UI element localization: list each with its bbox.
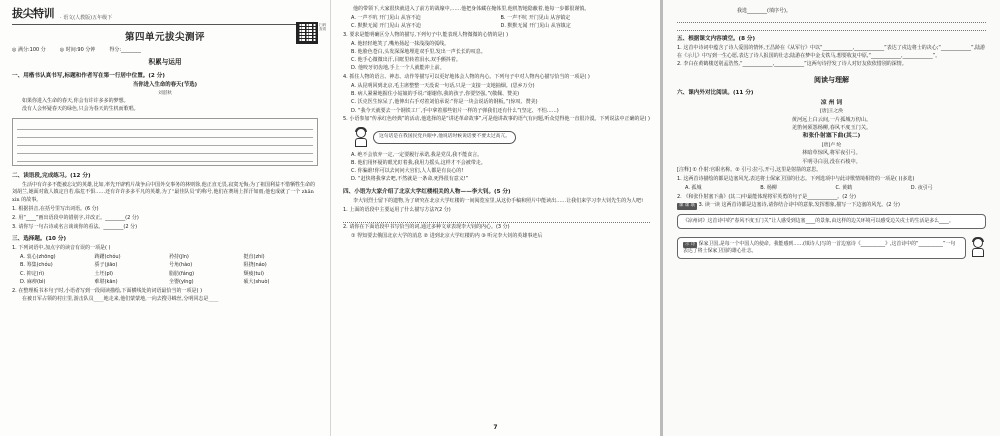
question: 1. 这两首诗描绘的都是边塞风光,表达将士保家卫国的壮志。下列选项中与此诗歌情境相符的一项是( )(多选): [677, 176, 915, 183]
page-number: 7: [493, 424, 498, 432]
score-meta: [12, 47, 318, 54]
option[interactable]: B. 病人紧紧地握住小姑娘的手说:“谢谢你,我的孩子,你要坚强。”(敬佩、赞美): [351, 91, 520, 97]
section-subtitle: 积累与运用: [148, 57, 182, 66]
passage-title: 当你进入生命的春天(节选): [132, 81, 198, 88]
option[interactable]: D. 默默无闻 开门见山 从容镇定: [500, 23, 571, 29]
option: 硕大(shuò): [243, 278, 270, 285]
student-illustration-icon: [970, 238, 986, 258]
page-title: 第四单元拔尖测评: [124, 31, 205, 43]
poem-note: [注释] ① 仆射:官职名称。② 引弓:拉弓,开弓,这里是射箭的意思。: [677, 167, 822, 174]
option: 阻挠(náo): [243, 262, 267, 269]
question: 2. 《和张仆射塞下曲》(其二)中最能体现将军英勇的句子是____________。(2 分): [677, 193, 856, 200]
poem-line: 林暗草惊风,将军夜引弓。: [802, 150, 861, 157]
tag-label: 示 诗: [685, 241, 696, 247]
option-grid: [685, 185, 986, 192]
page-middle: [330, 0, 660, 436]
poem-author: [唐]卢 纶: [821, 142, 842, 148]
question-passage: 在被日军占领的村庄里,游击队员____地走来,他们蒙蒙地,一向去搜寻蛛丝,分明同志是____: [22, 296, 219, 303]
option: ① 得知要去俄国北京大学的消息 ② 进到北京大学红楼的内 ③ 听完李大钊的英雄事迹后: [351, 232, 543, 239]
reading-heading: 阅读与理解: [814, 74, 849, 84]
question-text: 3. 读一读 这两首诗都是边塞诗,请你结合诗中的意象,发挥想象,描写一下边塞的风光。(2 分): [698, 202, 900, 209]
option[interactable]: A. 从昆明回到北京,毛主席整整一天没说一句话,只是一支接一支地抽烟。(思乡万分): [351, 82, 535, 89]
page-header: [12, 6, 318, 25]
option[interactable]: A. 衷心(zhōng): [20, 254, 56, 261]
section-4-paragraph: 李大钊烈士留下的遗物,为了研究在北京大学红楼的一间阅览室里,从这份手稿和照片中能读出……让我们来学习李大钊先生的为人吧!: [353, 197, 644, 204]
poem-title: 和张仆射塞下曲(其二): [802, 133, 861, 140]
option[interactable]: B. 筹集(chóu): [20, 262, 53, 269]
section-4-heading: 四、小语为大家介绍了北京大学红楼相关的人物——李大钊。(5 分): [343, 188, 511, 195]
option[interactable]: A. 他轻轻地笑了,嘴角扬起一抹浅浅的弧线。: [351, 40, 450, 47]
speech-illustration: [353, 128, 650, 148]
option: 难堪(kān): [94, 278, 118, 285]
fill-in-row: [677, 233, 986, 263]
question: 2. 请你在下面语段中书写恰当的词,通过多种文章表现李大钊的内心。(3 分): [343, 224, 510, 231]
option[interactable]: C. 你骗谁!你可以去问问大官们,人人都是有良心的!: [351, 168, 464, 174]
question: 1. 这首中诗词中蕴含了诗人爱国的情怀,王昌龄在《从军行》中以“____________,____________”表达了戍边将士的决心;“____________”,陆游在《示儿》中写到一生心愿,表达了诗人报国的壮志;陆游在梦中金戈铁马,想要收复中原,“____________,____________”。: [677, 45, 986, 59]
section-2-paragraph: 生活中有许多不能被忘记的英雄,比如,率先开辟鸦片战争后中国外交事务的林则徐,他正直无畏,寂寞无悔;为了祖国利益不惜牺牲生命的刘胡兰,她面对敌人镇定自若,临危不惧……还有许许多多平凡的英雄,为了“最佳队员”的称号,他们在赛场上挥汗如雨;他也成就了一个 zhān xìn 的故事。: [12, 181, 316, 204]
option[interactable]: C. 黄鹤: [835, 184, 853, 191]
option[interactable]: B. 他们用怀疑的眼光盯着我,我用力摇头,这样才不会被带走。: [351, 159, 486, 166]
passage-line: 没有人会怀疑春天的绿色,只会为春天的生机而歌唱。: [22, 105, 139, 112]
section-5-heading: 五、根据课文内容填空。(8 分): [677, 36, 756, 43]
question: 1. 上面的语段中主要运用了什么描写方法?(2 分): [343, 206, 451, 213]
writing-line[interactable]: [17, 130, 313, 138]
option: 号角(hào): [169, 262, 193, 269]
qr-note: 扫码查看: [319, 23, 327, 31]
poem-line: 羌笛何须怨杨柳,春风不度玉门关。: [791, 125, 872, 132]
section-3-heading: 三、选择题。(10 分): [12, 236, 67, 243]
option: 颓疲(tuí): [243, 270, 264, 277]
poem-line: 黄河远上白云间,一片孤城万仞山。: [791, 116, 872, 123]
poem-line: 平明寻白羽,没在石棱中。: [802, 158, 861, 165]
question: 1. 下列词语中,加点字的读音有误的一项是( ): [12, 245, 111, 252]
question: 1. 根据拼音,在括号里写出词语。(6 分): [12, 206, 99, 213]
option[interactable]: B. 杨柳: [760, 184, 777, 191]
option[interactable]: C. 他手心微微出汗,目眶里转着泪水,双手颤抖着。: [351, 57, 461, 63]
question: 2. 用“____”画出语段中的错别字,并改正。________(2 分): [12, 215, 139, 222]
writing-area[interactable]: [12, 118, 318, 166]
speech-bubble: 这句话是在我国民党兵眼中,他说话时候说话要不要太过高亢。: [373, 131, 516, 144]
page-right: [660, 0, 1000, 436]
meta-time: ◎ 时间:90 分钟: [59, 46, 96, 53]
student-illustration-icon: [353, 128, 369, 148]
section-1-heading: 一、用楷书认真书写,标题和作者写在第一行居中位置。(2 分): [12, 72, 165, 79]
option-grid: [351, 15, 650, 31]
option[interactable]: C. 默默无闻 开门见山 从容不迫: [351, 23, 421, 29]
writing-line[interactable]: [17, 122, 313, 130]
option[interactable]: A. 一声不吭 开门见山 从容不迫: [351, 14, 421, 21]
qr-code-icon[interactable]: [296, 22, 318, 44]
poem-1: [677, 99, 986, 133]
meta-score: 得分:________: [109, 46, 142, 53]
question: [677, 202, 986, 209]
question: 5. 小语参加“传承红色经典”的活动,他选择的是“讲述革命故事”,可是他讲故事的语气有问题,听众觉得他一直很冷漠。下列说法中正确的是( ): [343, 116, 650, 123]
tag-label: 课 课 联: [679, 203, 695, 209]
page-left: [0, 0, 330, 436]
option[interactable]: D. 麻痹(bì): [20, 278, 46, 285]
question: 我选________(填序号)。: [737, 7, 791, 14]
answer-line[interactable]: [677, 16, 986, 23]
option[interactable]: A. 孤城: [685, 184, 702, 191]
fill-in-box[interactable]: 《凉州词》这首诗中的“春风不度玉门关”让人感受到边塞____的景象,由这样的边关环境可以感受边关戍士的生活是多么____。: [677, 214, 986, 229]
writing-line[interactable]: [17, 138, 313, 146]
section-2-heading: 二、读语段,完成练习。(12 分): [12, 172, 91, 179]
poem-title: 凉 州 词: [820, 99, 843, 106]
passage-line: 如果你进入生命的春天,你会有许许多多的梦想。: [22, 98, 129, 105]
answer-line[interactable]: [343, 216, 650, 223]
option[interactable]: D. “赶快将我拿去吧,不然就是一条命,死得很有意义!”: [351, 176, 469, 183]
brand-subtitle: · 语文(人教版)五年级下: [60, 14, 113, 21]
poem-2: [677, 132, 986, 166]
box-text: 保家卫国,是每一个中国人的使命。我能感到……(填诗人)写的一首边塞诗《__________》,这首诗中的“__________”一句表达了将士保家卫国的雄心壮志。: [683, 240, 956, 255]
option[interactable]: D. 他咬牙切齿地,手上一个人就能冲上前。: [351, 65, 445, 72]
option[interactable]: D. “我今天就要去一个钢铁工厂,手中拿着那些铝片一样的子弹我们还有什么”(坚定、不怕……): [351, 107, 559, 114]
question: 2. 在整理板书本句子时,小语者写到一段阅读描绘,下面横线处的词语最恰当的一项是( ): [12, 287, 203, 294]
question: 2. 李白在黄鹤楼送别孟浩然,“____________,____________”这两句诗抒发了诗人对好友依依惜别的深情。: [677, 61, 907, 68]
brand-logo: 拔尖特训: [12, 7, 54, 20]
passage-author: 刘湛秋: [158, 91, 172, 97]
option: 踌躇(chóu): [94, 254, 121, 261]
fill-in-box[interactable]: [677, 237, 966, 259]
writing-line[interactable]: [17, 154, 313, 162]
option-grid: [20, 254, 318, 286]
answer-line[interactable]: [677, 24, 986, 31]
option: 土坯(pī): [94, 270, 113, 277]
option: 矜持(jīn): [169, 254, 189, 261]
question: 4. 抓住人物的语言、神态、动作等描写可以更好地体会人物的内心。下列句子中对人物内心描写恰当的一项是( ): [343, 74, 590, 80]
option[interactable]: A. 绝不会放弃一定,一定要履行承诺,我是党员,我不能食言。: [351, 151, 483, 158]
question: 3. 要求是能明确区分人物的描写,下列句子中,能表现人物微微的心情的是( ): [343, 31, 509, 38]
option[interactable]: C. 抑定(rì): [20, 270, 45, 277]
meta-full-score: ◎ 满分:100 分: [12, 46, 46, 53]
option: 全婴(yīng): [169, 278, 194, 285]
option[interactable]: B. 他脸色苍白,头发深深地埋进双手里,发出一声长长的叹息。: [351, 48, 486, 55]
option[interactable]: C. 沃克医生惊呆了,他伸出右手对着刘伯承说:“你是一块会说话的钢板。”(惊叹、赞美): [351, 99, 538, 106]
poem-author: [唐]王之涣: [820, 109, 843, 115]
section-6-heading: 六、课内外对比阅读。(11 分): [677, 89, 754, 96]
option: 挺直(zhí): [243, 254, 265, 261]
option[interactable]: D. 夜引弓: [910, 184, 933, 191]
question-passage: 他的带领下,大家很快就进入了前方的战壕中,……他把身体藏在掩体里,他机智地隐蔽着,他每一步都很谨慎。: [353, 6, 590, 12]
option[interactable]: B. 一声不吭 开门见山 从容镇定: [500, 14, 571, 21]
option: 骄子(jiāo): [94, 262, 118, 269]
writing-line[interactable]: [17, 146, 313, 154]
question: 3. 请你写一句古诗或名言谈谈你的看法。________(2 分): [12, 223, 138, 230]
option: 脂肪(fáng): [169, 270, 195, 277]
